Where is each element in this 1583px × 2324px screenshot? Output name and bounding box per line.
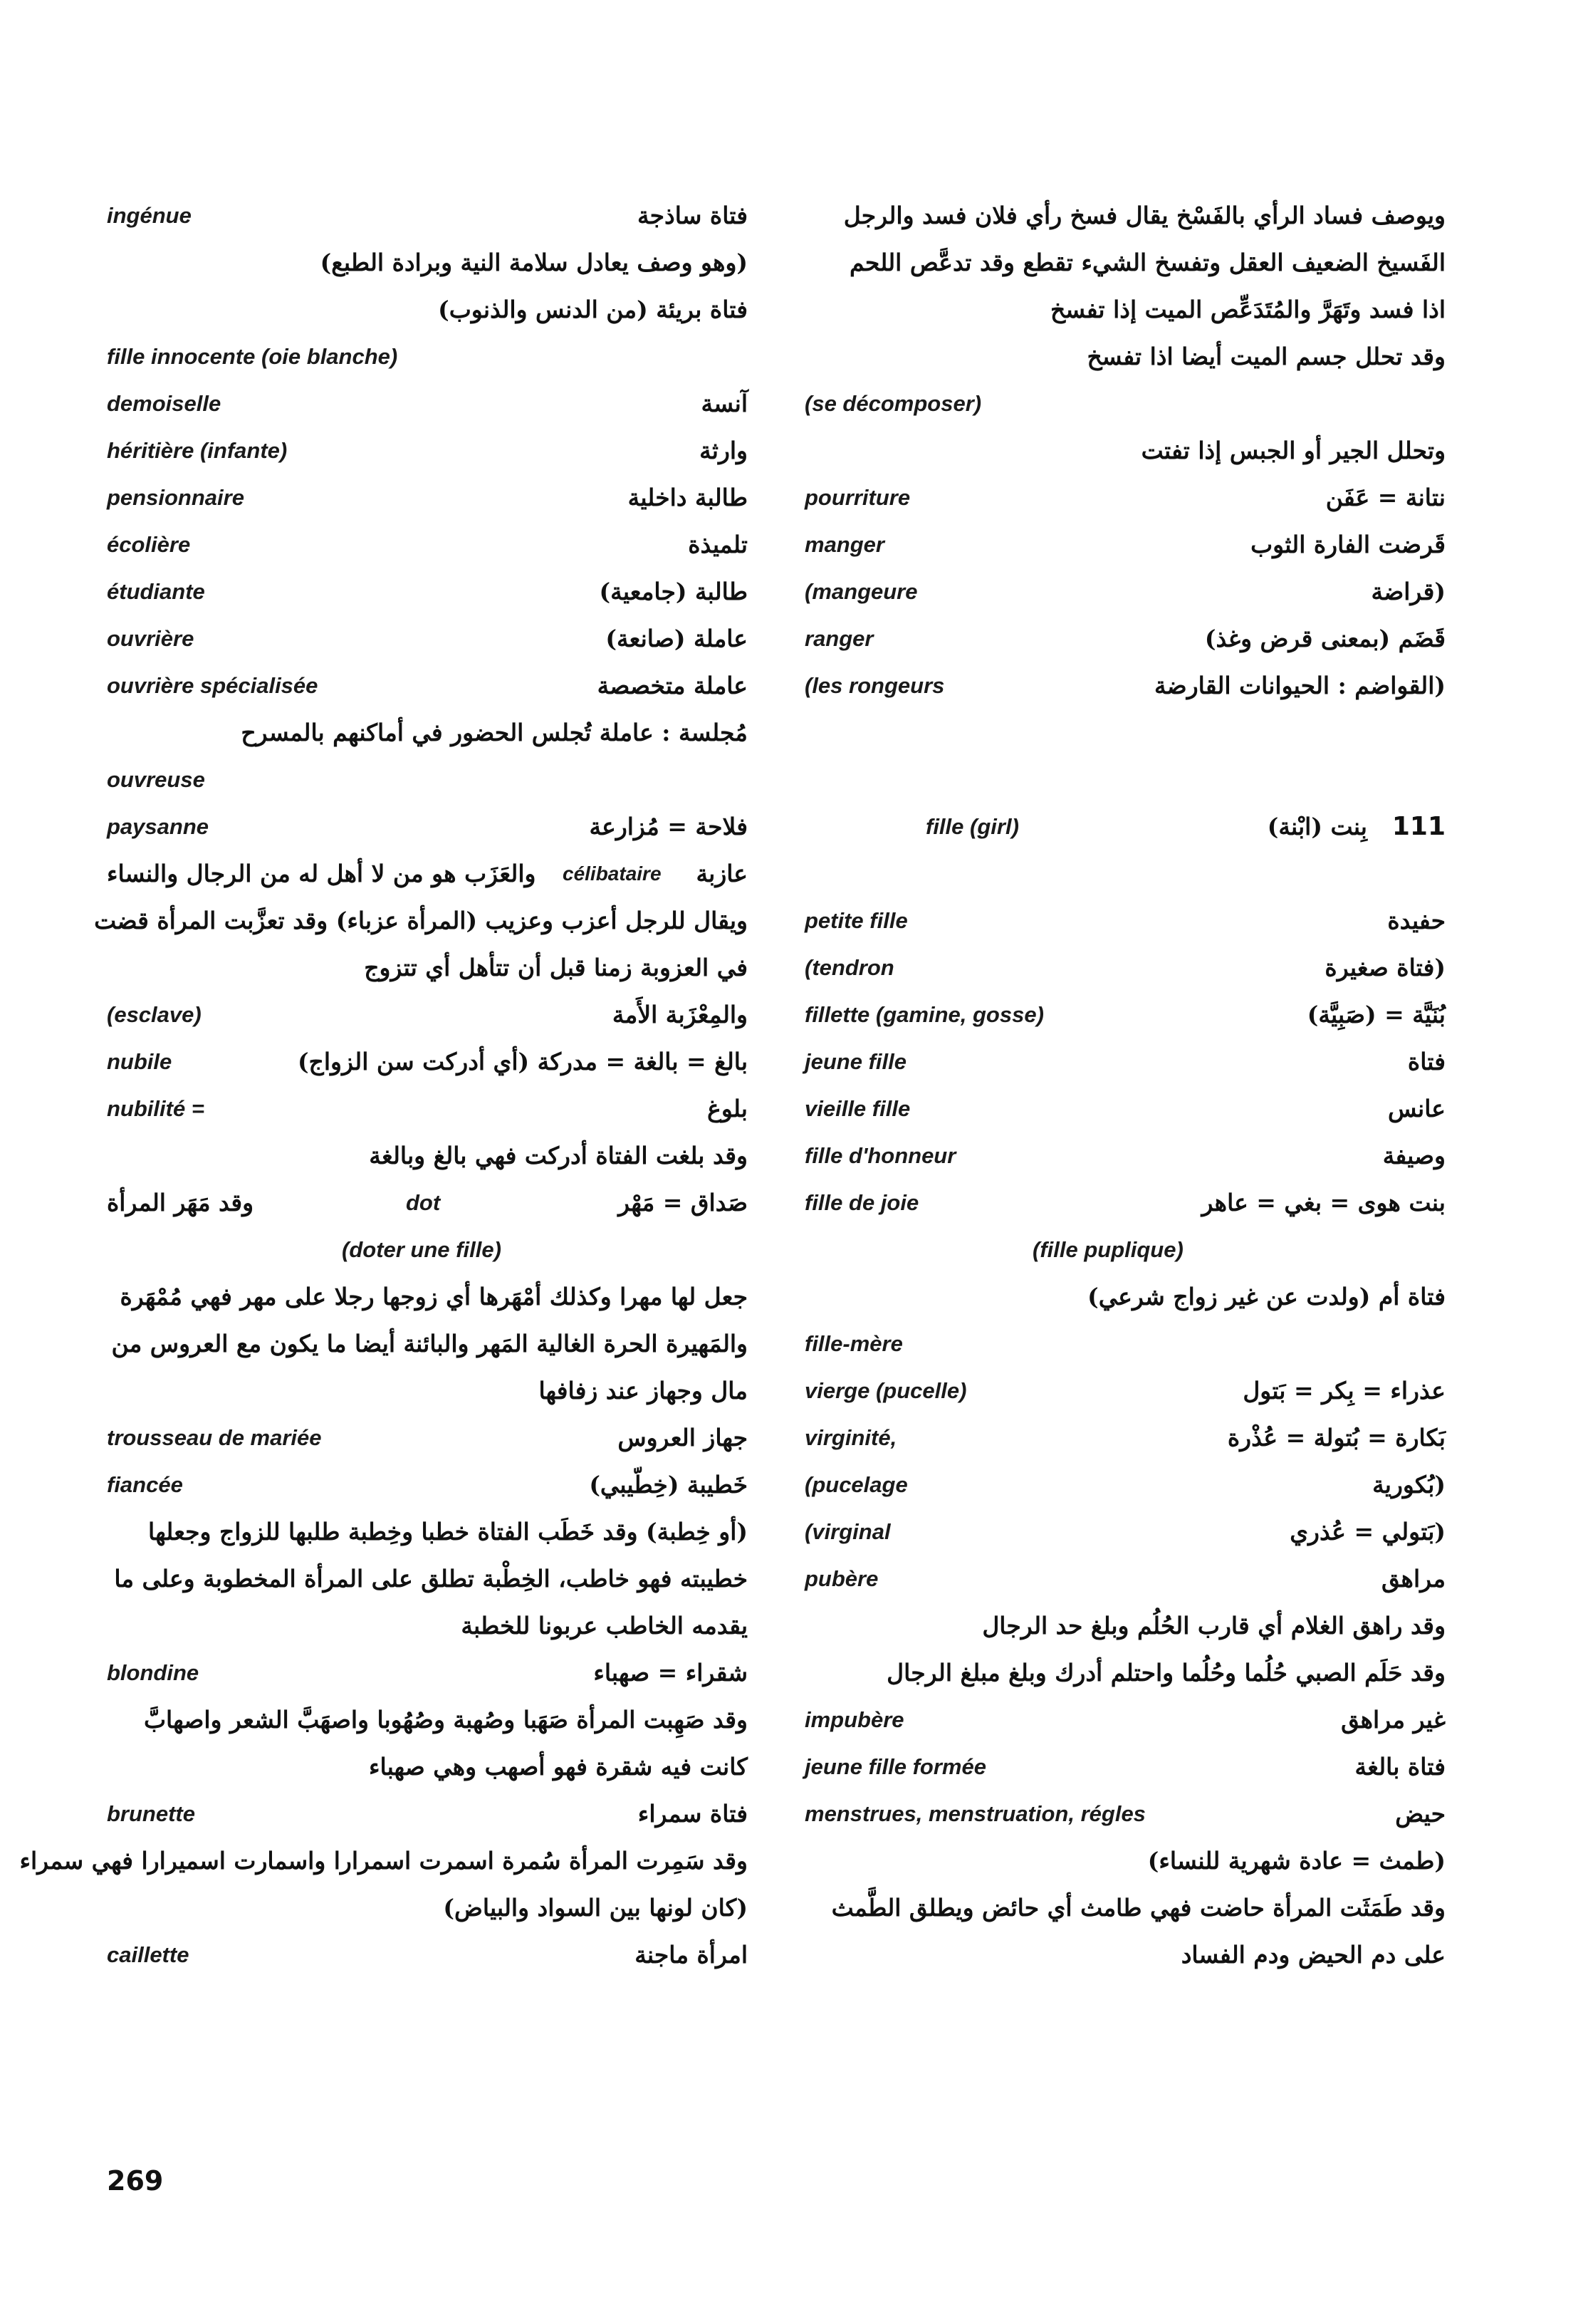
arabic-term: فتاة سمراء (637, 1800, 748, 1828)
text-line: فتاة بريئة (من الدنس والذنوب) (438, 296, 748, 323)
entry-row (107, 1038, 748, 1085)
section-french-title: fille (girl) (926, 814, 1019, 839)
entry-row (805, 1697, 1446, 1744)
text-line: وقد حَلَم الصبي حُلُما وحُلُما واحتلم أدرك وبلغ مبلغ الرجال (887, 1659, 1446, 1687)
arabic-term: مراهق (1381, 1565, 1446, 1593)
entry-row (805, 1179, 1446, 1226)
text-line: فتاة أم (ولدت عن غير زواج شرعي) (1087, 1283, 1446, 1310)
right-column (805, 192, 1446, 1979)
entry-row (107, 427, 748, 474)
entry-row (805, 615, 1446, 662)
french-term: fille d'honneur (805, 1143, 956, 1168)
entry-row (107, 1650, 748, 1697)
entry-row (805, 1508, 1446, 1556)
arabic-term: طالبة (جامعية) (599, 578, 748, 605)
entry-row (805, 1085, 1446, 1132)
arabic-term: قَضَم (بمعنى قرض وغذ) (1204, 625, 1446, 652)
french-term: fille de joie (805, 1190, 919, 1215)
french-term: dot (406, 1190, 441, 1215)
entry-row (805, 1744, 1446, 1791)
entry-row (805, 1367, 1446, 1414)
french-term: brunette (107, 1801, 195, 1826)
arabic-term: آنسة (701, 390, 748, 417)
entry-row (107, 662, 748, 709)
french-term: petite fille (805, 908, 908, 933)
french-term: jeune fille (805, 1049, 907, 1074)
arabic-term: (القواضم : الحيوانات القارضة (1154, 672, 1446, 699)
arabic-term: (بَتولي = عُذري (1290, 1518, 1446, 1546)
french-term: ranger (805, 626, 874, 651)
entry-row (805, 991, 1446, 1038)
arabic-term: والمِعْزَبة الأَمة (612, 1001, 748, 1028)
arabic-term: عازبة (696, 860, 748, 887)
french-term: (pucelage (805, 1472, 908, 1497)
text-line: والمَهيرة الحرة الغالية المَهر والبائنة أيضا ما يكون مع العروس من (111, 1330, 748, 1358)
arabic-term: بنت هوى = بغي = عاهر (1201, 1189, 1446, 1216)
french-term: trousseau de mariée (107, 1425, 322, 1450)
text-line: وقد تحلل جسم الميت أيضا اذا تفسخ (1087, 343, 1446, 370)
arabic-term: غير مراهق (1341, 1706, 1446, 1734)
section-arabic-title: بِنت (ابْنة) (1267, 813, 1367, 840)
french-term: pourriture (805, 485, 911, 510)
french-term: jeune fille formée (805, 1754, 986, 1779)
entry-row (107, 192, 748, 239)
entry-row (805, 474, 1446, 521)
text-line: وقد صَهِبت المرأة صَهَبا وصُهبة وصُهُوبا واصهَبَّ الشعر واصهابَّ (143, 1706, 748, 1734)
french-term: fillette (gamine, gosse) (805, 1002, 1044, 1027)
french-term: caillette (107, 1942, 189, 1967)
text-line: مُجلسة : عاملة تُجلس الحضور في أماكنهم بالمسرح (241, 719, 748, 746)
french-term: fille-mère (805, 1331, 903, 1356)
french-term: pubère (805, 1566, 879, 1591)
french-term: fille innocente (oie blanche) (107, 344, 398, 369)
arabic-term: خَطيبة (خِطّيبي) (589, 1471, 748, 1499)
entry-row (107, 991, 748, 1038)
french-term: héritière (infante) (107, 438, 288, 463)
entry-row (805, 1038, 1446, 1085)
text-line: جعل لها مهرا وكذلك أمْهَرها أي زوجها رجلا على مهر فهي مُمْهَرة (120, 1283, 748, 1310)
french-term: ingénue (107, 203, 192, 228)
french-term: (doter une fille) (342, 1237, 501, 1262)
arabic-term: وصيفة (1382, 1142, 1446, 1169)
arabic-term: عذراء = بِكر = بَتول (1243, 1377, 1446, 1405)
entry-row (805, 944, 1446, 991)
arabic-term: شقراء = صهباء (593, 1659, 748, 1687)
french-term: fiancée (107, 1472, 183, 1497)
french-term: ouvrière spécialisée (107, 673, 318, 698)
french-term: blondine (107, 1660, 199, 1685)
french-term: (tendron (805, 955, 894, 980)
french-term: vieille fille (805, 1096, 911, 1121)
text-line: خطيبته فهو خاطب، الخِطْبة تطلق على المرأة المخطوبة وعلى ما (114, 1565, 748, 1593)
french-term: (esclave) (107, 1002, 202, 1027)
entry-row (107, 1085, 748, 1132)
entry-row (107, 803, 748, 850)
arabic-term: بُنَيَّة = (صَبِيَّة) (1307, 1001, 1446, 1028)
text-line: الفَسيخ الضعيف العقل وتفسخ الشيء تقطع وقد تدعَّص اللحم (849, 249, 1446, 276)
entry-row (107, 615, 748, 662)
arabic-term: بلوغ (707, 1095, 748, 1122)
entry-row (107, 380, 748, 427)
arabic-term: بالغ = بالغة = مدركة (أي أدركت سن الزواج) (297, 1048, 748, 1075)
french-term: nubile (107, 1049, 172, 1074)
arabic-term: فتاة بالغة (1354, 1753, 1446, 1781)
text-line: (وهو وصف يعادل سلامة النية وبرادة الطبع) (320, 249, 748, 276)
arabic-term: (بُكورية (1372, 1471, 1446, 1499)
entry-row (805, 1791, 1446, 1838)
french-term: virginité, (805, 1425, 897, 1450)
french-term: (les rongeurs (805, 673, 945, 698)
french-term: (se décomposer) (805, 391, 982, 416)
arabic-term: وارثة (699, 437, 748, 464)
entry-row (107, 1791, 748, 1838)
arabic-term: امرأة ماجنة (634, 1941, 748, 1969)
text-line: كانت فيه شقرة فهو أصهب وهي صهباء (369, 1753, 748, 1781)
text-line: وقد مَهَر المرأة (107, 1189, 254, 1216)
page-number: 269 (107, 2165, 164, 2197)
arabic-term: قَرضت الفارة الثوب (1250, 531, 1446, 558)
arabic-term: جهاز العروس (617, 1424, 748, 1452)
entry-row (107, 1179, 748, 1226)
arabic-term: عانس (1387, 1095, 1446, 1122)
french-term: demoiselle (107, 391, 221, 416)
text-line: ويوصف فساد الرأي بالفَسْخ يقال فسخ رأي فلان فسد والرجل (843, 202, 1446, 229)
arabic-term: عاملة (صانعة) (605, 625, 748, 652)
french-term: écolière (107, 532, 191, 557)
arabic-term: حيض (1395, 1800, 1446, 1828)
arabic-term: صَداق = مَهْر (618, 1189, 748, 1216)
arabic-term: نتانة = عَفَن (1325, 484, 1446, 511)
entry-row (107, 1461, 748, 1508)
text-line: وتحلل الجير أو الجبس إذا تفتت (1141, 437, 1446, 464)
entry-row (805, 1556, 1446, 1603)
french-term: manger (805, 532, 884, 557)
french-term: paysanne (107, 814, 209, 839)
text-line: اذا فسد وتَهَرَّ والمُتَدَعِّص الميت إذا تفسخ (1050, 296, 1446, 323)
entry-row (805, 1461, 1446, 1508)
arabic-term: بَكارة = بُتولة = عُذْرة (1227, 1424, 1446, 1452)
text-line: (أو خِطبة) وقد خَطَب الفتاة خطبا وخِطبة طلبها للزواج وجعلها (148, 1518, 748, 1546)
french-term: (virginal (805, 1519, 891, 1544)
text-line: (كان لونها بين السواد والبياض) (443, 1894, 748, 1922)
entry-row (805, 568, 1446, 615)
text-line: (طمث = عادة شهرية للنساء) (1147, 1847, 1446, 1875)
arabic-term: (فتاة صغيرة (1325, 954, 1446, 981)
entry-row (805, 1414, 1446, 1461)
entry-row (107, 1932, 748, 1979)
text-line: في العزوبة زمنا قبل أن تتأهل أي تتزوج (364, 954, 748, 981)
arabic-term: طالبة داخلية (627, 484, 748, 511)
french-term: (mangeure (805, 579, 918, 604)
text-line: والعَزَب هو من لا أهل له من الرجال والنساء (107, 860, 536, 887)
french-term: pensionnaire (107, 485, 244, 510)
entry-row (107, 521, 748, 568)
text-line: يقدمه الخاطب عربونا للخطبة (461, 1612, 748, 1640)
text-line: على دم الحيض ودم الفساد (1181, 1941, 1446, 1969)
text-line: وقد بلغت الفتاة أدركت فهي بالغ وبالغة (369, 1142, 748, 1169)
french-term: célibataire (563, 863, 662, 885)
text-line: وقد طَمَثَت المرأة حاضت فهي طامث أي حائض ويطلق الطَّمث (831, 1894, 1446, 1922)
arabic-term: فتاة ساذجة (637, 202, 748, 229)
arabic-term: فتاة (1407, 1048, 1446, 1075)
french-term: ouvreuse (107, 767, 205, 792)
entry-row (107, 568, 748, 615)
arabic-term: (قراضة (1371, 578, 1446, 605)
french-term: nubilité = (107, 1096, 204, 1121)
french-term: (fille puplique) (1033, 1237, 1184, 1262)
left-column (19, 192, 748, 1979)
entry-row (805, 897, 1446, 944)
french-term: vierge (pucelle) (805, 1378, 967, 1403)
entry-row (805, 662, 1446, 709)
french-term: menstrues, menstruation, régles (805, 1801, 1146, 1826)
french-term: impubère (805, 1707, 904, 1732)
text-line: مال وجهاز عند زفافها (538, 1377, 748, 1405)
entry-row (805, 521, 1446, 568)
section-number: 111 (1391, 812, 1446, 841)
entry-row (107, 474, 748, 521)
text-line: وقد راهق الغلام أي قارب الحُلُم وبلغ حد الرجال (982, 1612, 1446, 1640)
entry-row (107, 850, 748, 897)
arabic-term: عاملة متخصصة (597, 672, 748, 699)
text-line: وقد سَمِرت المرأة سُمرة اسمرت اسمرارا واسمارت اسميرارا فهي سمراء (19, 1847, 748, 1875)
entry-row (107, 1414, 748, 1461)
arabic-term: تلميذة (688, 531, 748, 558)
entry-row (805, 1132, 1446, 1179)
french-term: étudiante (107, 579, 205, 604)
text-line: ويقال للرجل أعزب وعزيب (المرأة عزباء) وقد تعزَّبت المرأة قضت (94, 907, 748, 934)
arabic-term: فلاحة = مُزارعة (589, 813, 748, 840)
arabic-term: حفيدة (1387, 907, 1446, 934)
section-heading (805, 803, 1446, 850)
french-term: ouvrière (107, 626, 194, 651)
